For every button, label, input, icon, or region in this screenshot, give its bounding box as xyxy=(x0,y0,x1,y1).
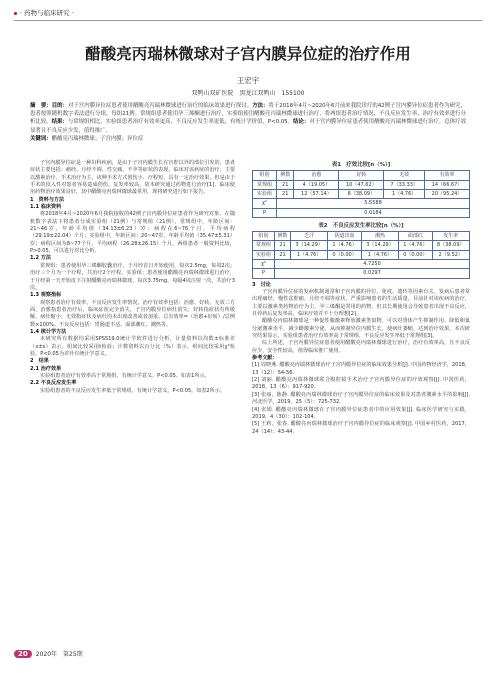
table-stat-row xyxy=(253,260,470,269)
table-cell: 0（0.00） xyxy=(399,250,432,259)
table2 xyxy=(252,231,470,278)
abstract-result-text: 与常规组相比，实验组患者治疗有效率更高，不良反应发生率更低，有统计学价值，P<0.05。 xyxy=(67,119,294,126)
table-cell: 21 xyxy=(275,250,291,259)
table-cell: 14（66.67） xyxy=(425,180,470,189)
reference-item: [1] 周晓燕. 醋酸亮丙瑞林微球治疗子宫内膜异位症的临床效果分析[J]. 中国药物经济学，2018，13（12）：54-56. xyxy=(252,362,470,376)
author-name: 王宏宇 xyxy=(236,76,260,85)
table-stat-row xyxy=(253,208,470,217)
subsection-heading: 2.2 不良反应发生率 xyxy=(30,380,77,387)
table-cell: 3（14.29） xyxy=(291,241,328,250)
body-paragraph: 子宫内膜异位症的发病机制通常和子宫内膜的异位、免疫、遗传等因素有关。发病后患者常出现痛经、慢性盆腔痛、月经不调等症状，严重影响患者的生活质量。目前针对该疾病的治疗，主要以激素类药物治疗为主，孕三烯酮是常用的药物，但其长期使用会导致患者出现不良反应，且停药后复发率高，临床疗效并不十分理想[2]。 xyxy=(252,289,470,318)
body-paragraph: 醋酸亮丙瑞林微球是一种促性腺激素释放激素类似物，可以对垂体产生抑制作用，降低卵巢分泌激素水平，减少雌激素分泌，从而抑制异位内膜生长，使病灶萎缩，达到治疗效果。本次研究结果显示，实验组患者治疗有效率高于常规组，不良反应发生率低于常规组[3]。 xyxy=(252,318,470,340)
table-row xyxy=(253,189,470,198)
table-row xyxy=(253,180,470,189)
table2-header-cell: 潮热 xyxy=(361,232,398,241)
table-cell: 0（0.00） xyxy=(328,250,361,259)
left-column xyxy=(30,160,235,395)
table2-header-cell: 例数 xyxy=(275,232,291,241)
table-cell: 7（33.33） xyxy=(384,180,425,189)
table-cell: 1（4.76） xyxy=(291,250,328,259)
abstract-method-text: 将于2018年4月~2020年6月前来我院诊疗的42例子宫内膜异位症患者作为研究，患者按照随机数字表法进行分组，每组21例。常规组患者使用孕三烯酮进行治疗，实验组使用醋酸亮丙瑞林微球进行治疗，将两组患者治疗情况、不良反应发生率、治疗有效率进行分析比较。 xyxy=(30,103,466,126)
intro-paragraph: 子宫内膜异位症是一种妇科疾病，是由于子宫内膜生长在宫腔以外的部位引发的，患者症状主要包括：痛经、月经不调、性交痛、不孕等症状的表现，临床对该病症的治疗，主要以激素治疗、手术治疗为主，该种手术方式创伤小、疗程短，具有一定治疗效果，但是由于手术的侵入性对患者容易造成创伤，复发率较高，故本研究通过药物进行治疗[1]，临床使用药物治疗效果良好，其中醋酸亮丙瑞林微球最常用，现将研究进行如下报告。 xyxy=(30,160,235,196)
table2-header-cell: 发生率 xyxy=(432,232,469,241)
table-cell: χ² xyxy=(253,199,277,208)
abstract-label: 摘 要： xyxy=(30,103,52,109)
table-cell: 12（57.14） xyxy=(294,189,339,198)
body-paragraph: 实验组患者治疗有效率高于常规组，有统计学意义，P<0.05。如表1所示。 xyxy=(40,372,210,379)
reference-item: [5] 王莉，张春. 醋酸亮丙瑞林微球治疗子宫内膜异位症的临床观察[J]. 中国乡村医药，2017，24（14）：43-44. xyxy=(252,421,470,435)
table-cell: 10（47.62） xyxy=(339,180,384,189)
table-cell: 3（14.29） xyxy=(361,241,398,250)
table-cell: 1（4.76） xyxy=(361,250,398,259)
table1-header-cell: 好转 xyxy=(339,171,384,180)
table1-header-cell: 有效率 xyxy=(425,171,470,180)
table-stat-row xyxy=(253,269,470,278)
table1-caption: 表1 疗效比较[n（%）] xyxy=(331,162,391,168)
abstract-result-label: 结果： xyxy=(51,119,68,126)
table-row xyxy=(253,250,470,259)
table-cell: 8（38.09） xyxy=(432,241,469,250)
table-cell: P xyxy=(253,269,275,278)
table-cell: 21 xyxy=(275,241,291,250)
article-title: 醋酸亮丙瑞林微球对子宫内膜异位症的治疗作用 xyxy=(85,45,411,63)
page-footer xyxy=(14,649,83,658)
keywords-label: 关键词： xyxy=(30,135,52,142)
table-cell: 4.7250 xyxy=(275,260,470,269)
author-affiliation: 双鸭山双矿医院 黑龙江双鸭山 155100 xyxy=(191,90,305,97)
table-stat-row xyxy=(253,199,470,208)
abstract-conclusion-text: 对于宫内膜异位症患者使用醋酸亮丙瑞林微球进行治疗，总体疗效显著且不良反应少发，值得推广。 xyxy=(30,119,466,134)
table-cell: 1（4.76） xyxy=(399,241,432,250)
table2-header-row xyxy=(253,232,470,241)
abstract-goal-label: 目的： xyxy=(51,103,68,109)
subsection-heading: 1.2 方法 xyxy=(30,255,51,262)
table-cell: 2（9.52） xyxy=(432,250,469,259)
references-heading: 参考文献： xyxy=(252,355,278,362)
table1-header-cell: 无效 xyxy=(384,171,425,180)
table-cell: 0.0184 xyxy=(277,208,470,217)
table-cell: 实验组 xyxy=(253,189,277,198)
table-cell: 0.0297 xyxy=(275,269,470,278)
reference-item: [3] 张丽，陈静. 醋酸亮丙瑞林微球治疗子宫内膜异位症的临床效果及对患者激素水平的影响[J]. 河北医学，2019，25（5）：725-732. xyxy=(252,391,470,406)
table-cell: χ² xyxy=(253,260,275,269)
header-divider xyxy=(14,20,482,21)
table-cell: 8（38.09） xyxy=(339,189,384,198)
body-paragraph: 实验组患者的不良反应发生率低于常规组，有统计学意义，P<0.05。如表2所示。 xyxy=(40,387,225,394)
page-number: 20 xyxy=(14,650,32,658)
abstract-block xyxy=(30,102,466,143)
table-cell: 20（95.24） xyxy=(425,189,470,198)
table-cell: 1（4.76） xyxy=(384,189,425,198)
table-cell: 21 xyxy=(277,180,294,189)
table1-header-row xyxy=(253,171,470,180)
table-cell: 4（19.05） xyxy=(294,180,339,189)
table1-header-cell: 治愈 xyxy=(294,171,339,180)
body-paragraph: 观察患者治疗有效率、不良反应发生率情况。治疗有效率包括：治愈、好转、无效三方面，治愈指患者治疗后，临床症状完全消失，子宫内膜异位病灶消失；好转指症状有所缓解，病灶缩小；无效指症状及病灶均未出现改善或者加重。总有效率=（治愈+好转）/总例数×100%。不良反应包括：胃肠道不适、面部潮红、潮热等。 xyxy=(30,299,235,328)
section-heading: 1 资料与方法 xyxy=(30,196,65,203)
table-cell: 常规组 xyxy=(253,180,277,189)
table1-header-cell: 组别 xyxy=(253,171,277,180)
subsection-heading: 2.1 治疗效果 xyxy=(30,365,62,372)
body-paragraph: 将2018年4月~2020年6月我院接收的42例子宫内膜异位症患者作为研究对象，在随机数字表法下将患者分成实验组（21例）与常规组（21例），常规组中，年龄区间：21~46岁，年龄平均值（34.13±6.23）岁；病程在6~76个月，平均病程（29.19±22.04）个月；实验组中，年龄区间：20~47岁，年龄平均值（35.47±5.31）岁；病程区间为8~77个月，平均病程（26.28±26.15）个月。两组患者一般资料比较，P>0.05，可以进行对比分析。 xyxy=(30,211,235,255)
table2-header-cell: 乏汗 xyxy=(291,232,328,241)
abstract-conclusion-label: 结论： xyxy=(293,119,310,126)
reference-item: [4] 张娟. 醋酸亮丙瑞林微球在子宫内膜异位症患者中的应用效果[J]. 临床医学研究与实践，2019，4（30）：102-104. xyxy=(252,406,470,420)
right-column xyxy=(252,160,470,436)
table-row xyxy=(253,241,470,250)
section-label: · 药物与临床研究 · xyxy=(20,9,74,17)
reference-item: [2] 刘丽. 醋酸亮丙瑞林微球联合腹腔镜手术治疗子宫内膜异位症的疗效观察[J]. 中国医药，2018，13（6）：917-920. xyxy=(252,377,470,391)
section-heading: 3 讨论 xyxy=(252,281,271,288)
subsection-heading: 1.3 观察指标 xyxy=(30,292,62,299)
table2-header-cell: 阴道出血 xyxy=(328,232,361,241)
table-cell: 1（4.76） xyxy=(328,241,361,250)
body-paragraph: 综上所述，子宫内膜异位症患者使用醋酸亮丙瑞林微球进行治疗，治疗有效率高，且不良反应少，安全性较高，值得临床推广使用。 xyxy=(252,340,470,354)
table2-header-cell: 组别 xyxy=(253,232,275,241)
body-paragraph: 本研究所有数据均采用SPSS19.0统计学软件进行分析，计量资料以均数±标准差（x±s）表示，组间比较采用t检验；计数资料以百分比（%）表示，组间比较采用χ²检验。P<0.05为差异有统计学意义。 xyxy=(30,336,235,357)
table-cell: 5.5588 xyxy=(277,199,470,208)
table1-header-cell: 例数 xyxy=(277,171,294,180)
abstract-goal-text: 对于宫内膜异位症患者使用醋酸亮丙瑞林微球进行治疗的临床效果进行探讨。 xyxy=(67,103,253,109)
table-cell: P xyxy=(253,208,277,217)
table2-caption: 表2 不良反应发生率比较[n（%）] xyxy=(318,222,404,229)
table-cell: 21 xyxy=(277,189,294,198)
table2-header-cell: 面部红 xyxy=(399,232,432,241)
subsection-heading: 1.4 统计学方法 xyxy=(30,328,67,335)
body-paragraph: 常规组：患者使用孕三烯酮胶囊治疗，于月经首日开始使用，每次2.5mg，每周2次；治疗三个月为一个疗程，共治疗2个疗程。实验组：患者使用醋酸亮丙瑞林微球进行治疗，于月经第一天开始皮下注射醋酸亮丙瑞林微球，每次3.75mg，每隔4周注射一次，共治疗3次。 xyxy=(30,262,235,291)
table-cell: 常规组 xyxy=(253,241,275,250)
abstract-method-label: 方法： xyxy=(252,103,269,109)
subsection-heading: 1.1 临床资料 xyxy=(30,204,62,211)
table1 xyxy=(252,170,470,217)
table-cell: 实验组 xyxy=(253,250,275,259)
journal-issue: 2020年 第25期 xyxy=(35,651,83,658)
bullet-icon xyxy=(14,12,17,15)
section-heading: 2 结果 xyxy=(30,358,49,365)
keywords-text: 醋酸亮丙瑞林微球；子宫内膜；异位症 xyxy=(51,135,144,142)
section-header xyxy=(14,8,74,17)
